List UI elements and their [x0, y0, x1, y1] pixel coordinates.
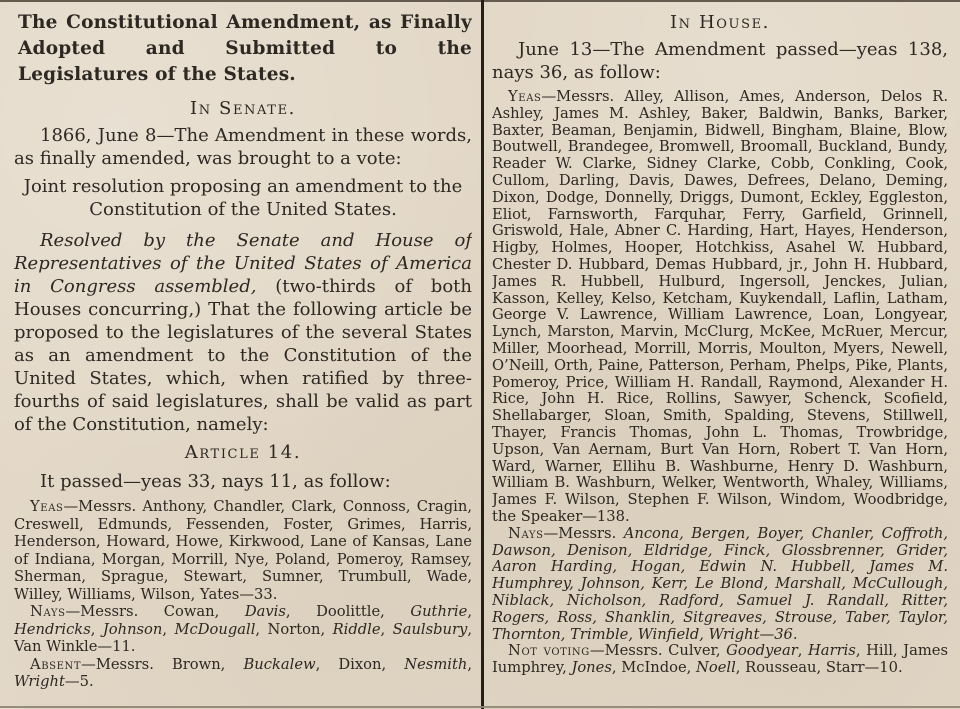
in-house-heading: In House.: [669, 12, 771, 33]
senate-nays-list: Nays—Messrs. Cowan, Davis, Doolittle, Guthrie, Hendricks, Johnson, McDougall, Norton, Riddle, Saulsbury, Van Winkle—11.: [14, 603, 472, 655]
senate-vote-intro: 1866, June 8—The Amendment in these words, as finally amended, was brought to a vote:: [14, 125, 472, 169]
house-not-voting-list: Not voting—Messrs. Culver, Goodyear, Harris, Hill, James Iumphrey, Jones, McIndoe, Noell, Rousseau, Starr—10.: [492, 642, 948, 677]
house-vote-intro: June 13—The Amendment passed—yeas 138, nays 36, as follow:: [492, 39, 948, 83]
senate-column: [14, 0, 472, 703]
house-column: [492, 0, 948, 703]
page-bottom-rule: [0, 706, 960, 708]
house-yeas-list: Yeas—Messrs. Alley, Allison, Ames, Anderson, Delos R. Ashley, James M. Ashley, Baker, Baldwin, Banks, Barker, Baxter, Beaman, Benjamin, Bidwell, Bingham, Blaine, Blow, Boutwell, Brandegee, Bromwell, Broomall, Buckland, Bundy, Reader W. Clarke, Sidney Clarke, Cobb, Conkling, Cook, Cullom, Darling, Davis, Dawes, Defrees, Delano, Deming, Dixon, Dodge, Donnelly, Driggs, Dumont, Eckley, Eggleston, Eliot, Farnsworth, Farquhar, Ferry, Garfield, Grinnell, Griswold, Hale, Abner C. Harding, Hart, Hayes, Henderson, Higby, Holmes, Hooper, Hotchkiss, Asahel W. Hubbard, Chester D. Hubbard, Demas Hubbard, jr., John H. Hubbard, James R. Hubbell, Hulburd, Ingersoll, Jenckes, Julian, Kasson, Kelley, Kelso, Ketcham, Kuykendall, Laflin, Latham, George V. Lawrence, William Lawrence, Loan, Longyear, Lynch, Marston, Marvin, McClurg, McKee, McRuer, Mercur, Miller, Moorhead, Morrill, Morris, Moulton, Myers, Newell, O’Neill, Orth, Paine, Patterson, Perham, Phelps, Pike, Plants, Pomeroy, Price, William H. Randall, Raymond, Alexander H. Rice, John H. Rice, Rollins, Sawyer, Schenck, Scofield, Shellabarger, Sloan, Smith, Spalding, Stevens, Stillwell, Thayer, Francis Thomas, John L. Thomas, Trowbridge, Upson, Van Aernam, Burt Van Horn, Robert T. Van Horn, Ward, Warner, Ellihu B. Washburne, Henry D. Washburn, William B. Washburn, Welker, Wentworth, Whaley, Williams, James F. Wilson, Stephen F. Wilson, Windom, Woodbridge, the Speaker—138.: [492, 88, 948, 525]
joint-resolution-line: Joint resolution proposing an amendment to the Constitution of the United States.: [23, 176, 463, 220]
senate-yeas-list: Yeas—Messrs. Anthony, Chandler, Clark, Connoss, Cragin, Creswell, Edmunds, Fessenden, Foster, Grimes, Harris, Henderson, Howard, Howe, Kirkwood, Lane of Kansas, Lane of Indiana, Morgan, Morrill, Nye, Poland, Pomeroy, Ramsey, Sherman, Sprague, Stewart, Sumner, Trumbull, Wade, Willey, Williams, Wilson, Yates—33.: [14, 498, 472, 603]
article-title: The Constitutional Amendment, as Finally Adopted and Submitted to the Legislatures of the States.: [18, 12, 472, 85]
in-senate-heading: In Senate.: [190, 98, 296, 119]
resolved-paragraph: Resolved by the Senate and House of Representatives of the United States of America in Congress assembled, (two-thirds of both Houses concurring,) That the following article be proposed to the legislatures of the several States as an amendment to the Constitution of the United States, which, when ratified by three-fourths of said legislatures, shall be valid as part of the Constitution, namely:: [14, 230, 472, 435]
senate-result-line: It passed—yeas 33, nays 11, as follow:: [40, 471, 391, 492]
house-nays-list: Nays—Messrs. Ancona, Bergen, Boyer, Chanler, Coffroth, Dawson, Denison, Eldridge, Finck, Glossbrenner, Grider, Aaron Harding, Hogan, Edwin N. Hubbell, James M. Humphrey, Johnson, Kerr, Le Blond, Marshall, McCullough, Niblack, Nicholson, Radford, Samuel J. Randall, Ritter, Rogers, Ross, Shanklin, Sitgreaves, Strouse, Taber, Taylor, Thornton, Trimble, Winfield, Wright—36.: [492, 524, 948, 643]
senate-absent-list: Absent—Messrs. Brown, Buckalew, Dixon, Nesmith, Wright—5.: [14, 655, 472, 690]
article-14-heading: Article 14.: [184, 442, 302, 463]
column-divider-rule: [481, 0, 484, 709]
